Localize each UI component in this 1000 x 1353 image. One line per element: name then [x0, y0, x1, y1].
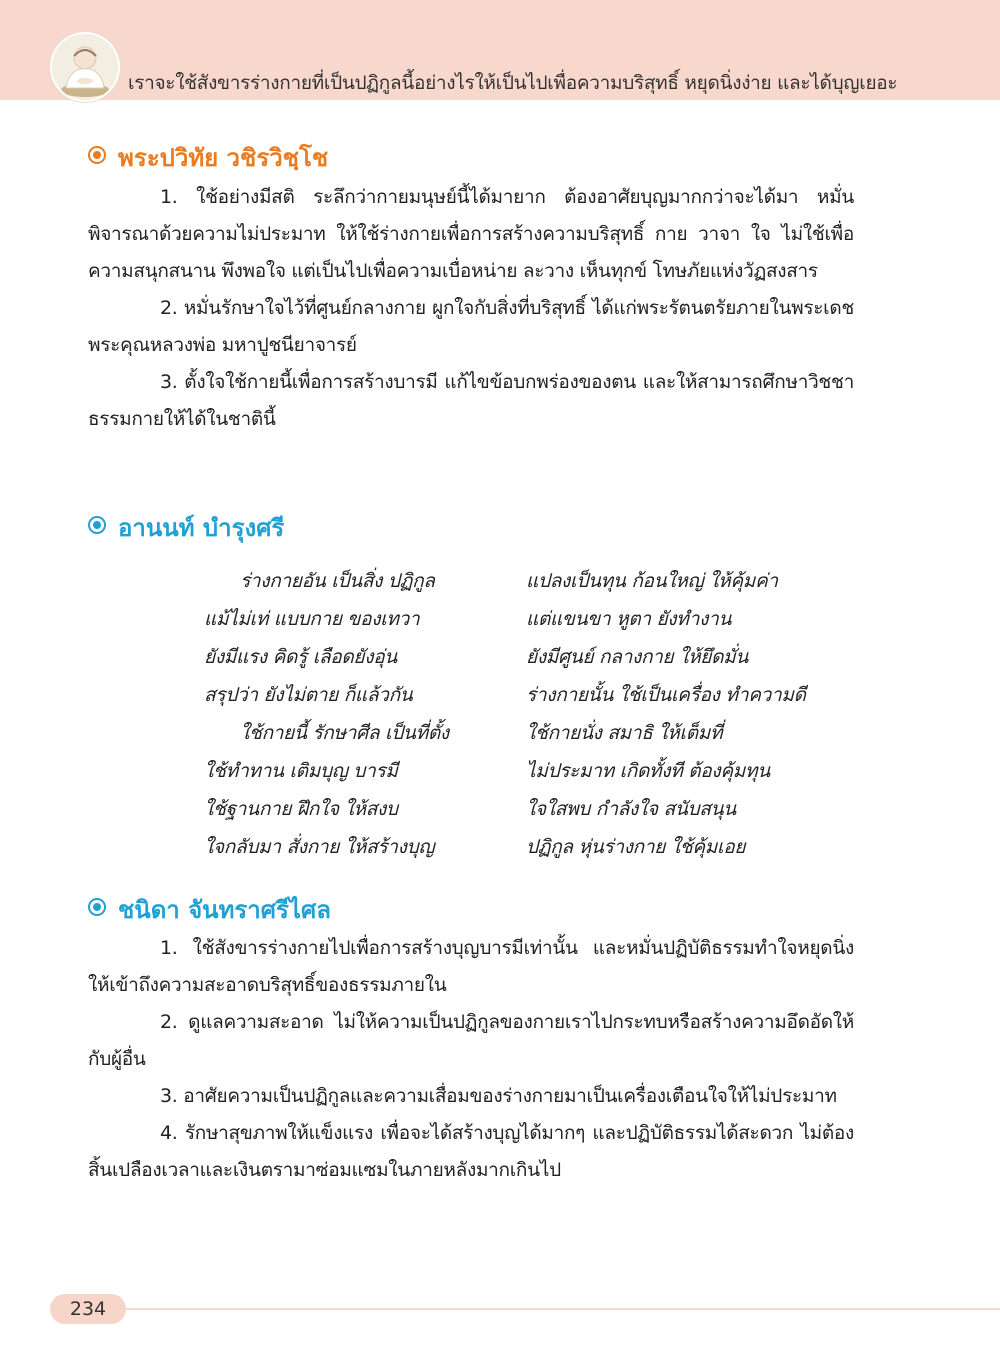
author-name: ชนิดา จันทราศรีไศล — [118, 896, 331, 924]
author-heading-3 — [88, 895, 331, 925]
header-title: เราจะใช้สังขารร่างกายที่เป็นปฏิกูลนี้อย่างไรให้เป็นไปเพื่อความบริสุทธิ์ หยุดนิ่งง่าย และได้บุญเยอะ — [128, 72, 898, 94]
paragraph: 3. อาศัยความเป็นปฏิกูลและความเสื่อมของร่างกายมาเป็นเครื่องเตือนใจให้ไม่ประมาท — [160, 1085, 837, 1107]
poem-verse: ใจใสพบ กำลังใจ สนับสนุน — [526, 798, 736, 820]
poem-verse: แม้ไม่เท่ แบบกาย ของเทวา — [204, 608, 420, 630]
page-number: 234 — [69, 1298, 107, 1320]
paragraph: 3. ตั้งใจใช้กายนี้เพื่อการสร้างบารมี แก้ไขข้อบกพร่องของตน และให้สามารถศึกษาวิชชาธรรมกายให้ได้ในชาตินี้ — [88, 371, 854, 430]
poem-verse: ใจกลับมา สั่งกาย ให้สร้างบุญ — [204, 836, 435, 858]
section-1-body — [88, 179, 854, 438]
poem-verse: ใช้ทำทาน เติมบุญ บารมี — [204, 760, 398, 782]
paragraph: 4. รักษาสุขภาพให้แข็งแรง เพื่อจะได้สร้างบุญได้มากๆ และปฏิบัติธรรมได้สะดวก ไม่ต้องสิ้นเปลืองเวลาและเงินตรามาซ่อมแซมในภายหลังมากเกินไป — [88, 1122, 854, 1181]
poem-verse: ปฏิกูล หุ่นร่างกาย ใช้คุ้มเอย — [526, 836, 746, 858]
author-heading-1 — [88, 143, 328, 173]
circle-bullet-icon — [88, 898, 106, 916]
poem-verse: ใช้ฐานกาย ฝึกใจ ให้สงบ — [204, 798, 398, 820]
poem-verse: ยังมีแรง คิดรู้ เลือดยังอุ่น — [204, 646, 397, 668]
circle-bullet-icon — [88, 516, 106, 534]
poem-verse: ไม่ประมาท เกิดทั้งที ต้องคุ้มทุน — [526, 760, 770, 782]
poem-verse: ใช้กายนั่ง สมาธิ ให้เต็มที่ — [526, 722, 723, 744]
author-name: พระปวิทัย วชิรวิชฺโช — [118, 144, 329, 172]
poem-verse: แปลงเป็นทุน ก้อนใหญ่ ให้คุ้มค่า — [526, 570, 778, 592]
poem-verse: ร่างกายอัน เป็นสิ่ง ปฏิกูล — [240, 570, 435, 592]
poem-verse: ร่างกายนั้น ใช้เป็นเครื่อง ทำความดี — [526, 684, 806, 706]
paragraph: 2. ดูแลความสะอาด ไม่ให้ความเป็นปฏิกูลของกายเราไปกระทบหรือสร้างความอึดอัดให้กับผู้อื่น — [88, 1011, 854, 1070]
monk-avatar — [50, 32, 120, 102]
paragraph: 1. ใช้อย่างมีสติ ระลึกว่ากายมนุษย์นี้ได้มายาก ต้องอาศัยบุญมากกว่าจะได้มา หมั่นพิจารณาด้วยความไม่ประมาท ให้ใช้ร่างกายเพื่อการสร้างความบริสุทธิ์ กาย วาจา ใจ ไม่ใช้เพื่อความสนุกสนาน พึงพอใจ แต่เป็นไปเพื่อความเบื่อหน่าย ละวาง เห็นทุกข์ โทษภัยแห่งวัฏสงสาร — [88, 186, 854, 282]
poem-verse: ยังมีศูนย์ กลางกาย ให้ยึดมั่น — [526, 646, 749, 668]
poem-verse: สรุปว่า ยังไม่ตาย ก็แล้วกัน — [204, 684, 413, 706]
section-3-body — [88, 930, 854, 1189]
circle-bullet-icon — [88, 146, 106, 164]
paragraph: 2. หมั่นรักษาใจไว้ที่ศูนย์กลางกาย ผูกใจกับสิ่งที่บริสุทธิ์ ได้แก่พระรัตนตรัยภายในพระเดชพระคุณหลวงพ่อ มหาปูชนียาจารย์ — [88, 297, 854, 356]
author-heading-2 — [88, 513, 284, 543]
poem-verse: ใช้กายนี้ รักษาศีล เป็นที่ตั้ง — [240, 722, 449, 744]
author-name: อานนท์ บำรุงศรี — [118, 514, 285, 542]
poem-verse: แต่แขนขา หูตา ยังทำงาน — [526, 608, 732, 630]
paragraph: 1. ใช้สังขารร่างกายไปเพื่อการสร้างบุญบารมีเท่านั้น และหมั่นปฏิบัติธรรมทำใจหยุดนิ่งให้เข้าถึงความสะอาดบริสุทธิ์ของธรรมภายใน — [88, 937, 854, 996]
footer-divider — [126, 1308, 1000, 1310]
